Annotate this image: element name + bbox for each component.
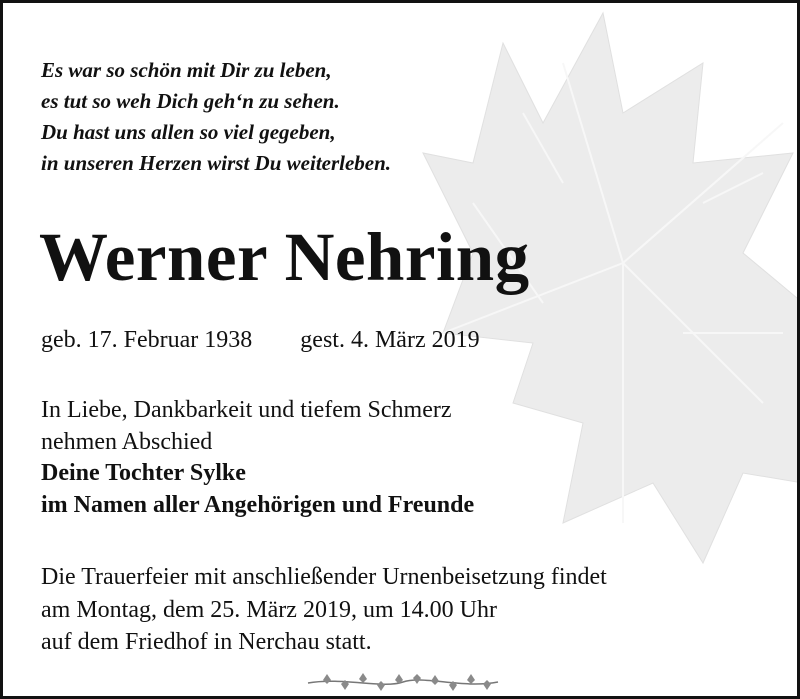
funeral-line: Die Trauerfeier mit anschließender Urnenbeisetzung findet	[41, 564, 607, 590]
mourners-block	[41, 395, 474, 521]
mourner-family: im Namen aller Angehörigen und Freunde	[41, 491, 475, 518]
poem-line: es tut so weh Dich geh‘n zu sehen.	[41, 89, 340, 113]
farewell-text: nehmen Abschied	[41, 428, 213, 455]
funeral-info	[41, 561, 607, 659]
life-dates	[41, 325, 480, 355]
poem	[41, 55, 391, 179]
birth-date: geb. 17. Februar 1938	[41, 327, 253, 353]
mourner-daughter: Deine Tochter Sylke	[41, 460, 246, 486]
funeral-date: am Montag, dem 25. März 2019, um 14.00 Uhr	[41, 596, 497, 623]
poem-line: Es war so schön mit Dir zu leben,	[41, 58, 332, 82]
death-date: gest. 4. März 2019	[300, 327, 480, 353]
ivy-ornament-icon	[303, 667, 503, 697]
poem-line: Du hast uns allen so viel gegeben,	[41, 120, 336, 144]
mourning-text: In Liebe, Dankbarkeit und tiefem Schmerz	[41, 397, 452, 423]
deceased-name: Werner Nehring	[39, 219, 530, 295]
funeral-location: auf dem Friedhof in Nerchau statt.	[41, 629, 372, 655]
poem-line: in unseren Herzen wirst Du weiterleben.	[41, 151, 392, 175]
